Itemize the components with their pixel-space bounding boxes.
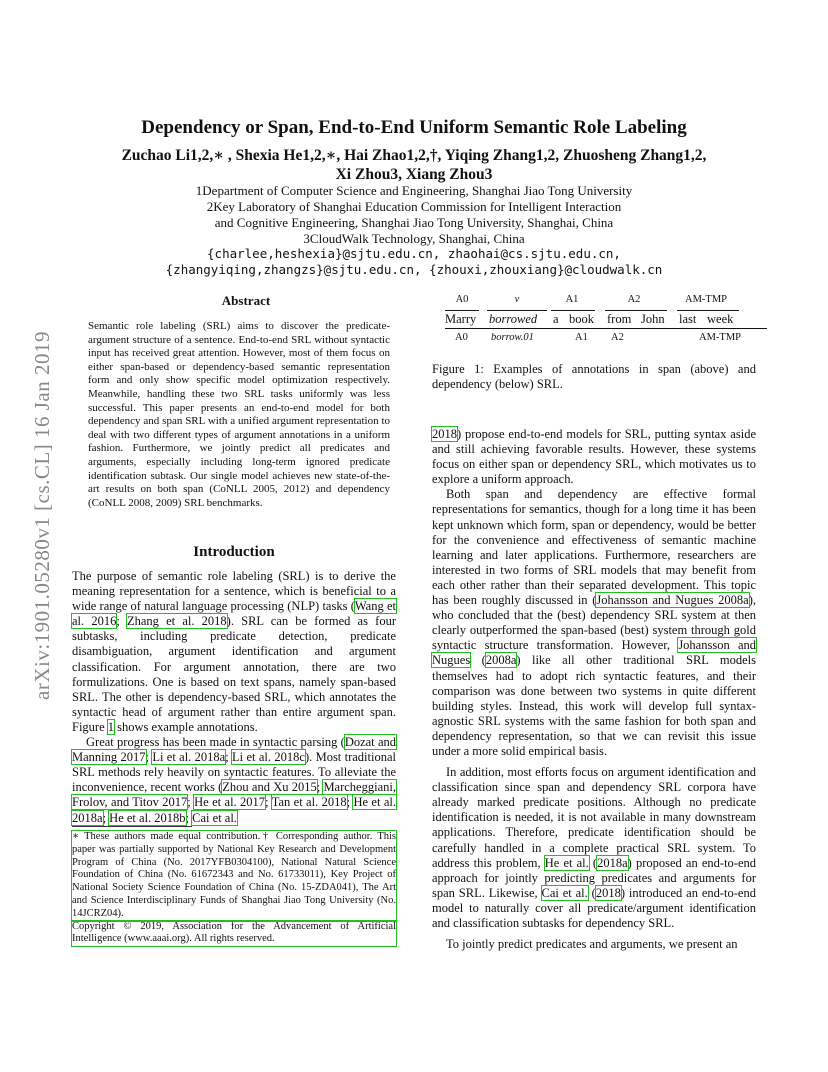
token: from bbox=[607, 312, 632, 326]
span-underline bbox=[677, 310, 739, 311]
citation-link[interactable]: Cai et al. bbox=[541, 885, 588, 900]
citation-link[interactable]: Cai et al. bbox=[192, 810, 237, 825]
span-label: A2 bbox=[627, 294, 641, 305]
citation-link[interactable]: He et al. 2018a bbox=[72, 795, 396, 825]
paper-title: Dependency or Span, End-to-End Uniform Semantic Role Labeling bbox=[141, 117, 687, 138]
citation-link[interactable]: Johansson and Nugues bbox=[432, 638, 756, 668]
token: last bbox=[679, 312, 697, 326]
span-underline bbox=[605, 310, 667, 311]
span-underline bbox=[487, 310, 547, 311]
authors-line-1: Zuchao Li1,2,∗ , Shexia He1,2,∗, Hai Zhao1,2,†, Yiqing Zhang1,2, Zhuosheng Zhang1,2, bbox=[121, 147, 707, 164]
copyright-notice[interactable]: Copyright © 2019, Association for the Advancement of Artificial Intelligence (www.aaai.org). All rights reserved. bbox=[72, 920, 396, 945]
right-paragraph-2: In addition, most efforts focus on argument identification and classification since span and dependency SRL corpora have already marked predicate positions. Although no predicate identification is needed, it is not available in many downstream applications. Therefore, predicate identification should be carefully handled in a complete practical SRL system. To address this problem, He et al. (2018a) proposed an end-to-end approach for jointly predicting predicates and arguments for span SRL. Likewise, Cai et al. (2018) introduced an end-to-end model to naturally cover all predicate/argument identification and classification subtasks for dependency SRL. bbox=[432, 765, 756, 930]
citation-link[interactable]: Dozat and Manning 2017 bbox=[72, 735, 396, 765]
citation-link[interactable]: 2018a bbox=[597, 855, 628, 870]
citation-link[interactable]: Wang et al. 2016 bbox=[72, 599, 396, 629]
token: borrowed bbox=[489, 312, 538, 326]
dependency-label: A1 bbox=[575, 332, 588, 343]
affiliations bbox=[0, 183, 828, 247]
token: week bbox=[707, 312, 734, 326]
span-label: A1 bbox=[565, 294, 579, 305]
citation-link[interactable]: Tan et al. 2018 bbox=[271, 795, 347, 810]
citation-link[interactable]: Marcheggiani, Frolov, and Titov 2017 bbox=[72, 780, 396, 810]
footnote-text[interactable]: ∗ These authors made equal contribution.† Corresponding author. This paper was partially supported by National Key Research and Development Program of China (No. 2017YFB0304100), National Natural Science Foundation of China (No. 61672343 and No. 61733011), Key Project of National Society Science Foundation of China (No. 15-ZDA041), The Art and Science Interdisciplinary Funds of Shanghai Jiao Tong University (No. 14JCRZ04). bbox=[72, 831, 396, 919]
citation-link[interactable]: He et al. bbox=[544, 855, 589, 870]
token: John bbox=[641, 312, 665, 326]
citation-link[interactable]: He et al. 2018b bbox=[109, 810, 186, 825]
affiliation-1: 1Department of Computer Science and Engineering, Shanghai Jiao Tong University bbox=[195, 183, 633, 198]
intro-paragraph-1: The purpose of semantic role labeling (SRL) is to derive the meaning representation for a sentence, which is beneficial to a wide range of natural language processing (NLP) tasks (Wang et al. 2016; Zhang et al. 2018). SRL can be formed as four subtasks, including predicate detection, predicate disambiguation, argument identification and argument classification. For argument annotation, there are two formulizations. One is based on text spans, namely span-based SRL. The other is dependency-based SRL, which annotates the syntactic head of argument rather than entire argument span. Figure 1 shows example annotations. bbox=[72, 569, 396, 734]
email-line-2: {zhangyiqing,zhangzs}@sjtu.edu.cn, {zhouxi,zhouxiang}@cloudwalk.cn bbox=[165, 262, 663, 277]
span-label: AM-TMP bbox=[684, 294, 727, 305]
dependency-label: borrow.01 bbox=[491, 332, 534, 343]
citation-link[interactable]: Li et al. 2018a bbox=[152, 750, 226, 765]
dependency-label: A2 bbox=[611, 332, 624, 343]
right-paragraph-3: To jointly predict predicates and arguments, we present an bbox=[446, 937, 738, 952]
citation-link[interactable]: Li et al. 2018c bbox=[232, 750, 305, 765]
intro-paragraph-2: Great progress has been made in syntactic parsing (Dozat and Manning 2017; Li et al. 2018a; Li et al. 2018c). Most traditional SRL methods rely heavily on syntactic features. To alleviate the inconvenience, recent works (Zhou and Xu 2015; Marcheggiani, Frolov, and Titov 2017; He et al. 2017; Tan et al. 2018; He et al. 2018a; He et al. 2018b; Cai et al. bbox=[72, 735, 397, 825]
right-paragraph-1: Both span and dependency are effective formal representations for semantics, though for a long time it has been kept unknown which form, span or dependency, would be better for the convenience and effectiveness of semantic machine learning and later applications. Furthermore, researchers are interested in two forms of SRL models that may benefit from each other rather than their separated development. This topic has been roughly discussed in (Johansson and Nugues 2008a), who concluded that the (best) dependency SRL system at then clearly outperformed the span-based (best) system through gold syntactic structure transformation. However, Johansson and Nugues (2008a) like all other traditional SRL models themselves had to adopt rich syntactic features, and their comparison was done between two systems in quite different building styles. Instead, this work will develop full syntax-agnostic SRL systems with the same fashion for both span and dependency representation, so that we can revisit this issue under a more solid empirical basis. bbox=[432, 487, 756, 758]
figure-link[interactable]: 1 bbox=[107, 719, 115, 734]
footnote-rule bbox=[72, 826, 192, 827]
footnote bbox=[72, 831, 396, 946]
introduction-heading: Introduction bbox=[193, 544, 275, 560]
citation-link[interactable]: Johansson and Nugues 2008a bbox=[596, 593, 749, 608]
span-label: A0 bbox=[455, 294, 469, 305]
span-underline bbox=[445, 310, 479, 311]
citation-link[interactable]: Zhang et al. 2018 bbox=[127, 614, 227, 629]
dependency-label: A0 bbox=[455, 332, 468, 343]
citation-link[interactable]: He et al. 2017 bbox=[194, 795, 266, 810]
abstract-text: Semantic role labeling (SRL) aims to discover the predicate-argument structure of a sentence. End-to-end SRL without syntactic input has received great attention. However, most of them focus on either span-based or dependency-based semantic representation form and only show specific model optimization respectively. Meanwhile, handling these two SRL tasks uniformly was less successful. This paper presents an end-to-end model for both dependency and span SRL with a unified argument representation to deal with two different types of argument annotations in a uniform fashion. Furthermore, we jointly predict all predicates and arguments, especially including long-term ignored predicate identification subtask. Our single model achieves new state-of-the-art results on both span (CoNLL 2005, 2012) and dependency (CoNLL 2008, 2009) SRL benchmarks. bbox=[88, 320, 390, 509]
affiliation-2: 2Key Laboratory of Shanghai Education Commission for Intelligent Interaction bbox=[206, 199, 622, 214]
dependency-label: AM-TMP bbox=[699, 332, 742, 343]
figure-divider bbox=[445, 328, 767, 329]
token: a bbox=[553, 312, 559, 326]
right-paragraph-0: 2018) propose end-to-end models for SRL, putting syntax aside and still achieving favorable results. However, these systems focus on either span or dependency SRL, which motivates us to explore a uniform approach. bbox=[432, 427, 756, 487]
email-line-1: {charlee,heshexia}@sjtu.edu.cn, zhaohai@cs.sjtu.edu.cn, bbox=[207, 246, 621, 261]
figure-caption: Figure 1: Examples of annotations in span (above) and dependency (below) SRL. bbox=[432, 362, 756, 391]
span-underline bbox=[551, 310, 595, 311]
affiliation-3: and Cognitive Engineering, Shanghai Jiao Tong University, Shanghai, China bbox=[214, 215, 614, 230]
citation-link[interactable]: 2018 bbox=[595, 885, 621, 900]
author-list bbox=[0, 146, 828, 184]
emails bbox=[0, 246, 828, 278]
right-column-body bbox=[432, 427, 756, 952]
authors-line-2: Xi Zhou3, Xiang Zhou3 bbox=[335, 166, 493, 183]
affiliation-4: 3CloudWalk Technology, Shanghai, China bbox=[303, 231, 525, 246]
token: book bbox=[569, 312, 594, 326]
arxiv-id: arXiv:1901.05280v1 [cs.CL] 16 Jan 2019 bbox=[30, 331, 54, 700]
citation-link[interactable]: 2008a bbox=[485, 653, 517, 668]
abstract-heading: Abstract bbox=[221, 293, 271, 308]
left-column-body bbox=[72, 569, 396, 826]
span-label: v bbox=[514, 294, 520, 305]
citation-link[interactable]: 2018 bbox=[432, 427, 457, 441]
citation-link[interactable]: Zhou and Xu 2015 bbox=[222, 780, 317, 795]
token: Marry bbox=[445, 312, 477, 326]
